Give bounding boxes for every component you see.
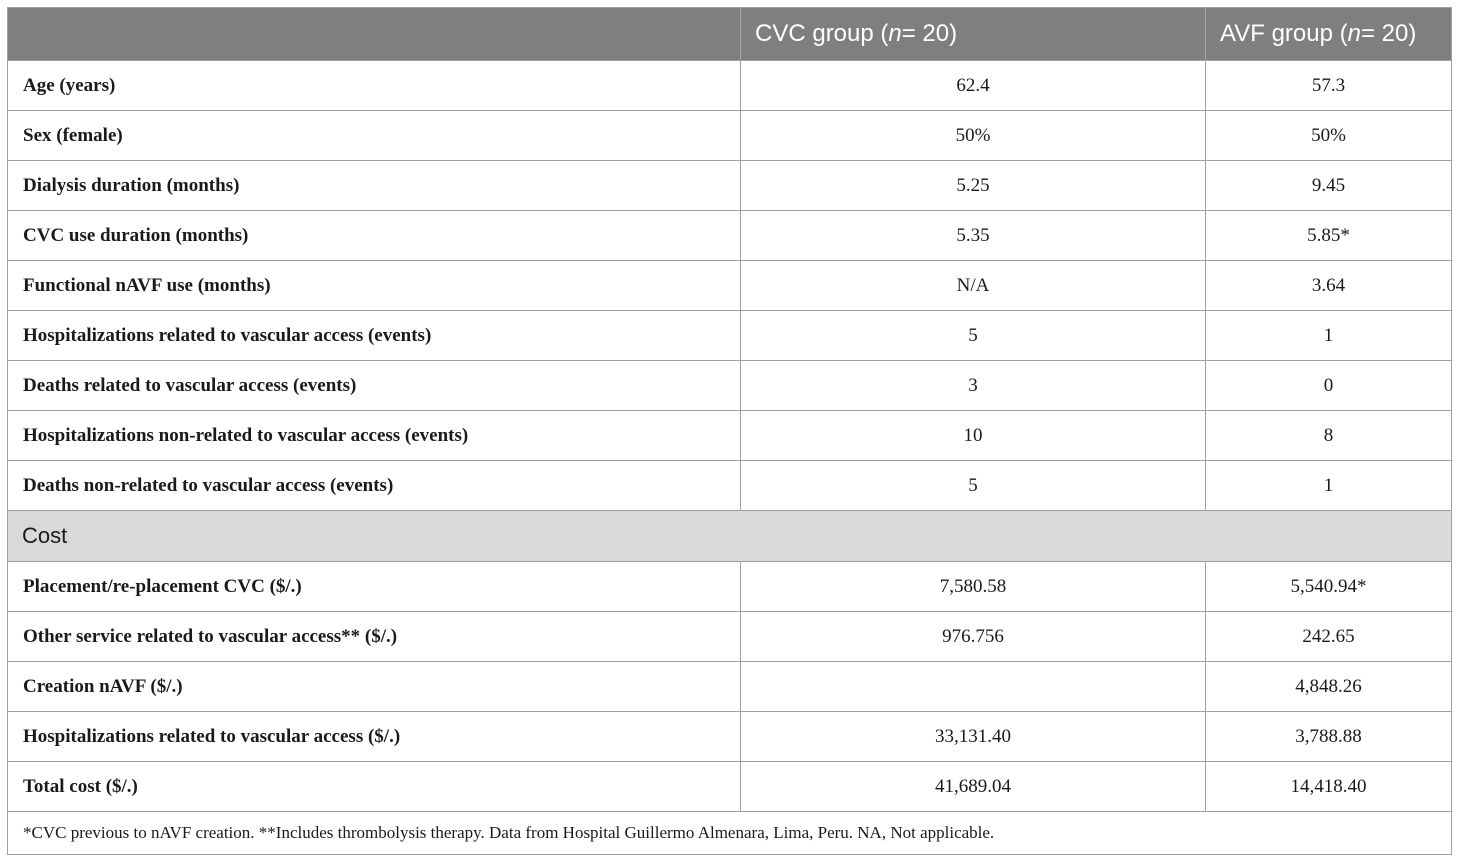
avf-value-cell: 5,540.94* xyxy=(1290,575,1367,597)
header-cell-cvc-group xyxy=(741,8,1206,60)
row-label-cell: Hospitalizations non-related to vascular access (events) xyxy=(8,411,741,460)
cvc-value-cell: 5.25 xyxy=(741,161,1206,210)
row-label-cell: Age (years) xyxy=(8,61,741,110)
table-row xyxy=(8,562,1451,612)
header-cell-avf-group xyxy=(1206,8,1451,60)
avf-value-cell: 8 xyxy=(1323,424,1334,446)
row-label-cell: Placement/re-placement CVC ($/.) xyxy=(8,562,741,611)
cvc-value-cell: 5 xyxy=(741,461,1206,510)
header-avf-n: n xyxy=(1347,20,1361,47)
header-avf-prefix: AVF group ( xyxy=(1220,20,1348,47)
cvc-value-cell: 50% xyxy=(741,111,1206,160)
cvc-value-cell: 41,689.04 xyxy=(741,762,1206,811)
header-avf-suffix: = 20) xyxy=(1360,20,1417,47)
avf-value-cell: 4,848.26 xyxy=(1295,675,1362,697)
row-label-cell: Deaths related to vascular access (events) xyxy=(8,361,741,410)
cost-body-rows xyxy=(8,562,1451,812)
section-label: Cost xyxy=(22,523,68,548)
row-label-cell: Dialysis duration (months) xyxy=(8,161,741,210)
row-label-cell: Deaths non-related to vascular access (events) xyxy=(8,461,741,510)
cvc-value-cell xyxy=(741,662,1206,711)
table-row xyxy=(8,612,1451,662)
cvc-value-cell: 5.35 xyxy=(741,211,1206,260)
avf-value-cell: 1 xyxy=(1323,474,1334,496)
table-row xyxy=(8,461,1451,511)
cvc-value-cell: 5 xyxy=(741,311,1206,360)
cvc-value-cell: 62.4 xyxy=(741,61,1206,110)
table-header-row xyxy=(8,8,1451,61)
row-label-cell: Hospitalizations related to vascular access ($/.) xyxy=(8,712,741,761)
row-label-cell: Functional nAVF use (months) xyxy=(8,261,741,310)
table-row xyxy=(8,111,1451,161)
data-table xyxy=(7,7,1452,855)
avf-value-cell: 0 xyxy=(1323,374,1334,396)
avf-value-cell: 57.3 xyxy=(1311,74,1346,96)
header-cvc-suffix: = 20) xyxy=(901,20,958,47)
row-label-cell: Hospitalizations related to vascular access (events) xyxy=(8,311,741,360)
section-header-row xyxy=(8,511,1451,562)
row-label-cell: Sex (female) xyxy=(8,111,741,160)
header-cvc-prefix: CVC group ( xyxy=(755,20,889,47)
table-body-rows xyxy=(8,61,1451,511)
table-row xyxy=(8,161,1451,211)
table-row xyxy=(8,211,1451,261)
row-label-cell: Total cost ($/.) xyxy=(8,762,741,811)
header-cell-label xyxy=(8,8,741,60)
avf-value-cell: 14,418.40 xyxy=(1290,775,1367,797)
cvc-value-cell: 3 xyxy=(741,361,1206,410)
avf-value-cell: 3.64 xyxy=(1311,274,1346,296)
table-row xyxy=(8,762,1451,812)
table-row xyxy=(8,261,1451,311)
row-label-cell: CVC use duration (months) xyxy=(8,211,741,260)
avf-value-cell: 50% xyxy=(1311,124,1346,146)
row-label-cell: Other service related to vascular access** ($/.) xyxy=(8,612,741,661)
avf-value-cell: 5.85* xyxy=(1307,224,1350,246)
cvc-value-cell: 976.756 xyxy=(741,612,1206,661)
table-row xyxy=(8,662,1451,712)
cvc-value-cell: 33,131.40 xyxy=(741,712,1206,761)
cvc-value-cell: N/A xyxy=(741,261,1206,310)
cvc-value-cell: 7,580.58 xyxy=(741,562,1206,611)
table-row xyxy=(8,361,1451,411)
table-row xyxy=(8,61,1451,111)
avf-value-cell: 9.45 xyxy=(1311,174,1346,196)
row-label-cell: Creation nAVF ($/.) xyxy=(8,662,741,711)
avf-value-cell: 242.65 xyxy=(1302,625,1355,647)
header-cvc-n: n xyxy=(888,20,902,47)
table-row xyxy=(8,311,1451,361)
table-footnote: *CVC previous to nAVF creation. **Includes thrombolysis therapy. Data from Hospital Guillermo Almenara, Lima, Peru. NA, Not applicable. xyxy=(23,823,995,842)
table-row xyxy=(8,411,1451,461)
footnote-row xyxy=(8,812,1451,854)
cvc-value-cell: 10 xyxy=(741,411,1206,460)
table-row xyxy=(8,712,1451,762)
avf-value-cell: 1 xyxy=(1323,324,1334,346)
avf-value-cell: 3,788.88 xyxy=(1295,725,1362,747)
